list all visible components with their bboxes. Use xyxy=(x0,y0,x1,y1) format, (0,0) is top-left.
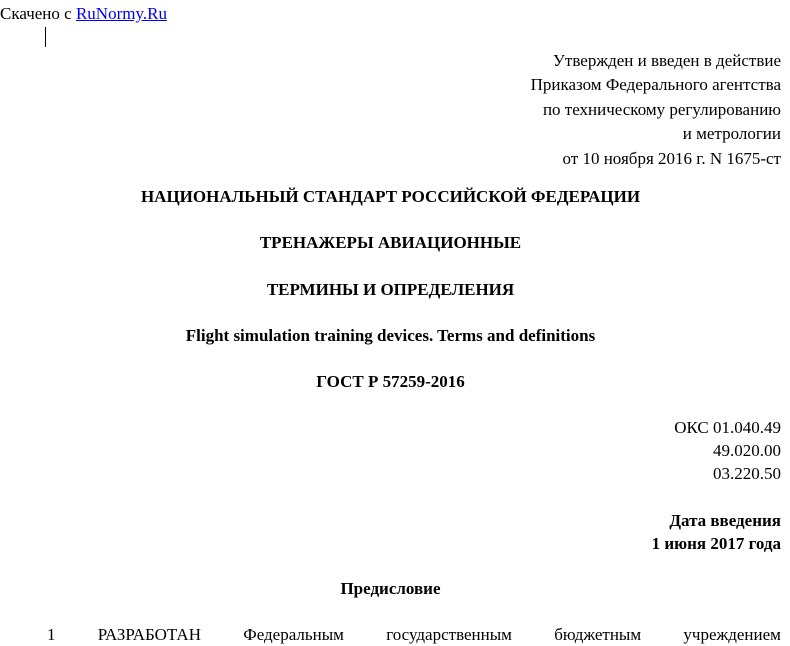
section-title: ТЕРМИНЫ И ОПРЕДЕЛЕНИЯ xyxy=(266,280,515,299)
oks-line: ОКС 01.040.49 xyxy=(674,418,781,437)
approval-line: от 10 ноября 2016 г. N 1675-ст xyxy=(562,148,781,168)
intro-date-value: 1 июня 2017 года xyxy=(651,534,781,553)
item-word: бюджетным xyxy=(554,625,642,644)
item-word: 1 xyxy=(47,625,56,644)
oks-line: 49.020.00 xyxy=(713,441,781,460)
item-word: Федеральным xyxy=(243,625,344,644)
text-cursor xyxy=(45,27,46,47)
preface-heading: Предисловие xyxy=(340,579,441,598)
source-link[interactable]: RuNormy.Ru xyxy=(75,4,167,23)
english-title: Flight simulation training devices. Terms and definitions xyxy=(185,326,596,345)
approval-line: Утвержден и введен в действие xyxy=(552,51,781,70)
oks-codes xyxy=(674,416,781,485)
item-word: учреждением xyxy=(683,625,781,644)
intro-date-block xyxy=(652,509,781,555)
gost-number: ГОСТ Р 57259-2016 xyxy=(316,372,465,391)
approval-line: Приказом Федерального агентства xyxy=(530,75,781,95)
intro-date-label: Дата введения xyxy=(669,511,781,530)
approval-line: по техническому регулированию xyxy=(542,99,781,119)
standard-title: НАЦИОНАЛЬНЫЙ СТАНДАРТ РОССИЙСКОЙ ФЕДЕРАЦИИ xyxy=(140,187,641,206)
item-word: РАЗРАБОТАН xyxy=(97,625,201,644)
approval-block xyxy=(531,49,781,171)
oks-line: 03.220.50 xyxy=(713,464,781,483)
source-line xyxy=(0,3,167,25)
source-prefix: Скачено с xyxy=(0,4,76,23)
approval-line: и метрологии xyxy=(682,124,781,144)
item-word: государственным xyxy=(386,625,512,644)
subject-title: ТРЕНАЖЕРЫ АВИАЦИОННЫЕ xyxy=(259,233,522,252)
